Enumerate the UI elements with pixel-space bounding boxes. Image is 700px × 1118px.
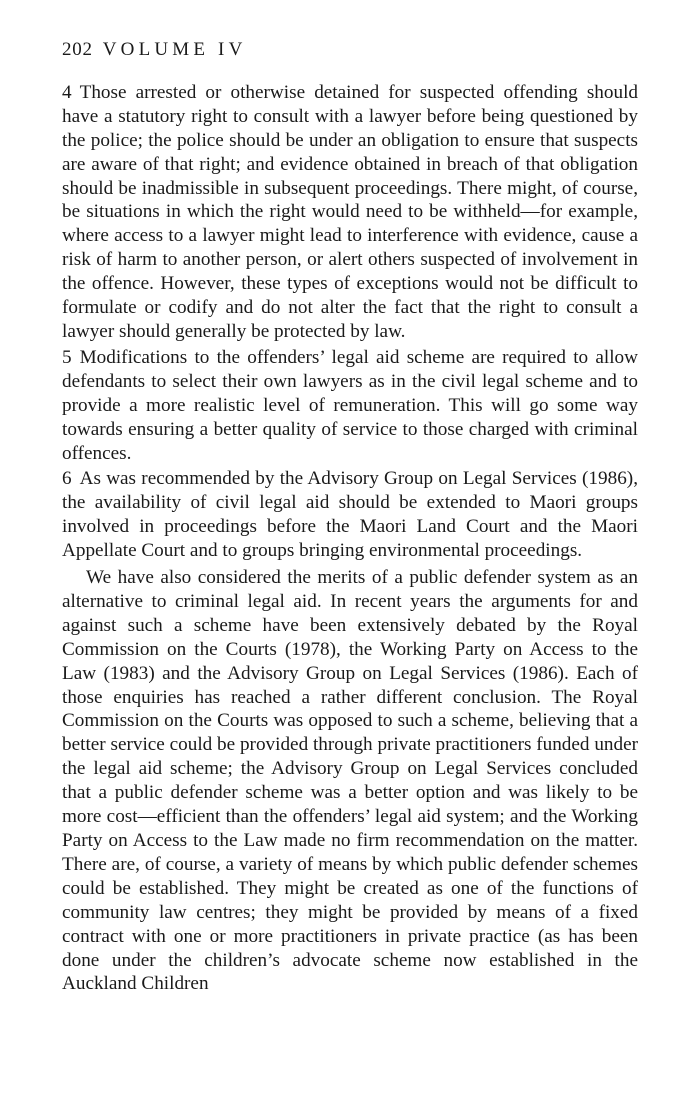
item-text: Modifications to the offenders’ legal aid scheme are required to allow defendants to select their own lawyers as in the civil legal scheme and to provide a more realistic level of remuneration. This will go some way towards ensuring a better quality of service to those charged with criminal offences. <box>62 346 638 464</box>
recommendation-item-4 <box>62 81 638 344</box>
item-text: As was recommended by the Advisory Group on Legal Services (1986), the availability of civil legal aid should be extended to Maori groups involved in proceedings before the Maori Land Court and the Maori Appellate Court and to groups bringing environmental proceedings. <box>62 468 638 562</box>
recommendation-item-6 <box>62 467 638 563</box>
item-number: 5 <box>62 346 72 368</box>
recommendation-item-5 <box>62 346 638 466</box>
body-paragraph: We have also considered the merits of a public defender system as an alternative to criminal legal aid. In recent years the arguments for and against such a scheme have been extensively debated by the Royal Commission on the Courts (1978), the Working Party on Access to the Law (1983) and the Advisory Group on Legal Services (1986). Each of those enquiries has reached a rather different conclusion. The Royal Commission on the Courts was opposed to such a scheme, believing that a better service could be provided through private practitioners funded under the legal aid scheme; the Advisory Group on Legal Services concluded that a public defender scheme was a better option and was likely to be more cost—efficient than the offenders’ legal aid system; and the Working Party on Access to the Law made no firm recommendation on the matter. There are, of course, a variety of means by which public defender schemes could be established. They might be created as one of the functions of community law centres; they might be provided by means of a fixed contract with one or more practitioners in private practice (as has been done under the children’s advocate scheme now established in the Auckland Children <box>62 567 638 995</box>
volume-title: VOLUME IV <box>102 39 247 60</box>
item-text: Those arrested or otherwise detained for suspected offending should have a statutory right to consult with a lawyer before being questioned by the police; the police should be under an obligation to ensure that suspects are aware of that right; and evidence obtained in breach of that obligation should be inadmissible in subsequent proceedings. There might, of course, be situations in which the right would need to be withheld—for example, where access to a lawyer might lead to interference with evidence, cause a risk of harm to another person, or alert others suspected of involvement in the offence. However, these types of exceptions would not be difficult to formulate or codify and do not alter the fact that the right to consult a lawyer should generally be protected by law. <box>62 81 638 342</box>
item-number: 6 <box>62 468 72 490</box>
page-number: 202 <box>62 39 93 60</box>
document-page <box>62 38 638 998</box>
item-number: 4 <box>62 81 72 103</box>
running-head <box>62 38 638 62</box>
